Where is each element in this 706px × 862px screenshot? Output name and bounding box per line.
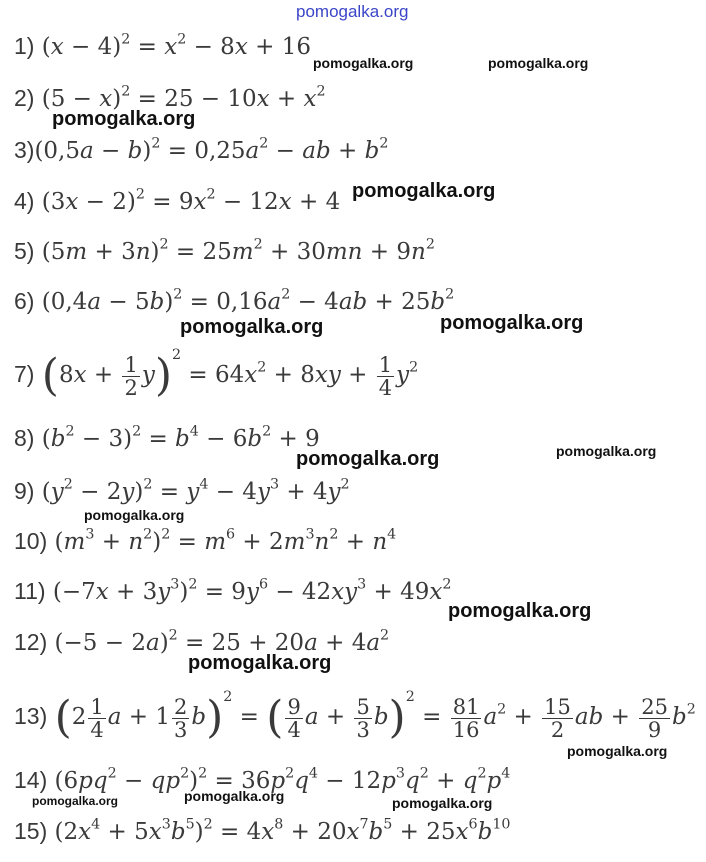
equation-7: 7) (8x + $\frac{1}{2}$ $y)^2 = 64x^2 + 8xy$ + $\frac{1}{4}$ $y^2$ xyxy=(14,347,419,401)
watermark: pomogalka.org xyxy=(52,108,196,130)
watermark: pomogalka.org xyxy=(567,743,668,759)
equation-9: 9) $(y^2 - 2y)^2 = y^4 - 4y^3 + 4y^2$ xyxy=(14,476,350,505)
watermark: pomogalka.org xyxy=(313,55,414,71)
watermark: pomogalka.org xyxy=(488,55,589,71)
watermark: pomogalka.org xyxy=(188,652,332,674)
equation-10: 10) $(m^3 + n^2)^2 = m^6 + 2m^3n^2 + n^4$ xyxy=(14,526,397,555)
equation-5: 5) $(5m + 3n)^2 = 25m^2 + 30mn + 9n^2$ xyxy=(14,236,435,265)
watermark: pomogalka.org xyxy=(440,312,584,334)
equation-3: $3)(0,5a - b)^2 = 0,25a^2$ − ab + $b^2$ xyxy=(14,135,389,164)
watermark: pomogalka.org xyxy=(184,788,285,804)
equation-2: 2) $(5 - x)^2 = 25 - 10x + x^2$ xyxy=(14,83,326,112)
equation-6: 6) $(0,4a - 5b)^2 = 0,16a^2 - 4ab + 25b^2$ xyxy=(14,286,455,315)
watermark: pomogalka.org xyxy=(392,795,493,811)
equation-15: 15) $(2x^4 + 5x^3b^5)^2 = 4x^8 + 20x^7b^5 + 25x^6b^{10}$ xyxy=(14,816,511,845)
site-watermark-top: pomogalka.org xyxy=(296,2,409,21)
equation-11: 11) $(-7x + 3y^3)^2 = 9y^6 - 42xy^3 + 49x^2$ xyxy=(14,576,452,605)
watermark: pomogalka.org xyxy=(296,448,440,470)
equation-13: 13) (2 $\frac{1}{4}$ a + 1 $\frac{2}{3}$ b)$^2$ = ( $\frac{9}{4}$ a + $\frac{5}{3}$ b)$^2$ = $\frac{81}{16}$ $a^2$ + $\frac{15}{2}$ ab + $\frac{25}{9}$ $b^2$ xyxy=(14,689,696,743)
equation-12: 12) $(-5 - 2a)^2 = 25 + 20a + 4a^2$ xyxy=(14,627,390,656)
equation-1: 1) $(x - 4)^2 = x^2 - 8x + 16$ xyxy=(14,31,311,60)
watermark: pomogalka.org xyxy=(180,316,324,338)
equation-4: 4) $(3x - 2)^2 = 9x^2 - 12x + 4$ xyxy=(14,186,341,215)
equation-14: 14) $(6pq^2 - qp^2)^2 = 36p^2q^4 - 12p^3q^2 + q^2p^4$ xyxy=(14,765,511,794)
watermark: pomogalka.org xyxy=(448,600,592,622)
watermark: pomogalka.org xyxy=(84,507,185,523)
equation-8: 8) $(b^2 - 3)^2 = b^4 - 6b^2 + 9$ xyxy=(14,423,320,452)
watermark: pomogalka.org xyxy=(32,794,119,808)
watermark: pomogalka.org xyxy=(556,443,657,459)
watermark: pomogalka.org xyxy=(352,180,496,202)
